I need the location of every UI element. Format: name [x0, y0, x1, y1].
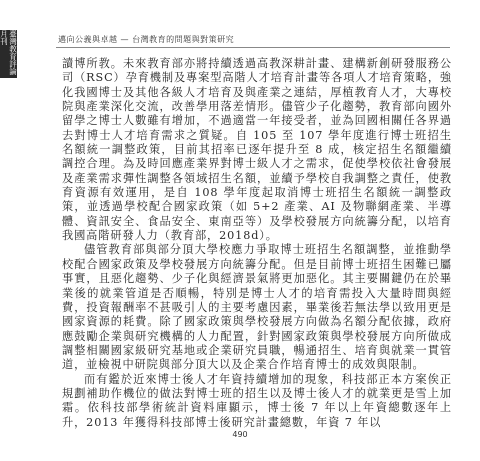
- body-text: [62, 57, 452, 430]
- paragraph-2: 儘管教育部與部分頂大學校應力爭取博士班招生名額調整，並推動學校配合國家政策及學校發展方向統籌分配。但是目前博士班招生困難已屬事實，且惡化趨勢、少子化與經濟景氣將更加惡化。其主要關鍵仍在於畢業後的就業管道是否順暢，特別是博士人才的培育需投入大量時間與經費，投資報酬率不甚吸引人的主要考慮因素，畢業後若無法學以致用更是國家資源的耗費。除了國家政策與學校發展方向做為名額分配依據，政府應鼓勵企業與研究機構的人力配置，針對國家政策與學校發展方向所做成調整相關國家級研究基地或企業研究員職，暢通招生、培育與就業一貫管道，並檢視中研院與部分頂大以及企業合作培育博士的成效與限制。: [62, 243, 452, 372]
- side-tab: 臺灣教育評論月刊: [0, 30, 17, 78]
- header-rule: [56, 47, 450, 48]
- paragraph-3: 而有鑑於近來博士後人才年資持續增加的現象，科技部正本方案俟正規劃補助作機位的做法對博士班的招生以及博士後人才的就業更是雪上加霜。依科技部學術統計資料庫顯示，博士後 7 年以上年資總數逐年上升，2013 年獲得科技部博士後研究計畫總數，年資 7 年以: [62, 372, 452, 429]
- running-head: 邁向公義與卓越 — 台灣教育的問題與對策研究: [58, 35, 235, 44]
- paragraph-1: 讀博所教。未來教育部亦將持續透過高教深耕計畫、建構新創研發服務公司（RSC）孕育機制及專案型高階人才培育計畫等各項人才培育策略，強化我國博士及其他各級人才培育及與產業之連結，厚植教育人才，大專校院與產業深化交流，改善學用落差情形。儘管少子化趨勢，教育部向國外留學之博士人數雖有增加，不過適當一年接受者，並為回國相關任各界過去對博士人才培育需求之質疑。自 105 至 107 學年度進行博士班招生名額統一調整政策，目前其招率已逐年提升至 8 成，核定招生名額繼續調控合理。為及時回應產業界對博士級人才之需求，促使學校依社會發展及產業需求彈性調整各領域招生名額，並續予學校自我調整之責任，使教育資源有效運用，是自 108 學年度起取消博士班招生名額統一調整政策，並透過學校配合國家政策（如 5+2 產業、AI 及物聯網產業、半導體、資訊安全、食品安全、東南亞等）及學校發展方向統籌分配，以培育我國高階研發人力（教育部，2018d）。: [62, 57, 452, 243]
- page-number: 490: [232, 430, 248, 439]
